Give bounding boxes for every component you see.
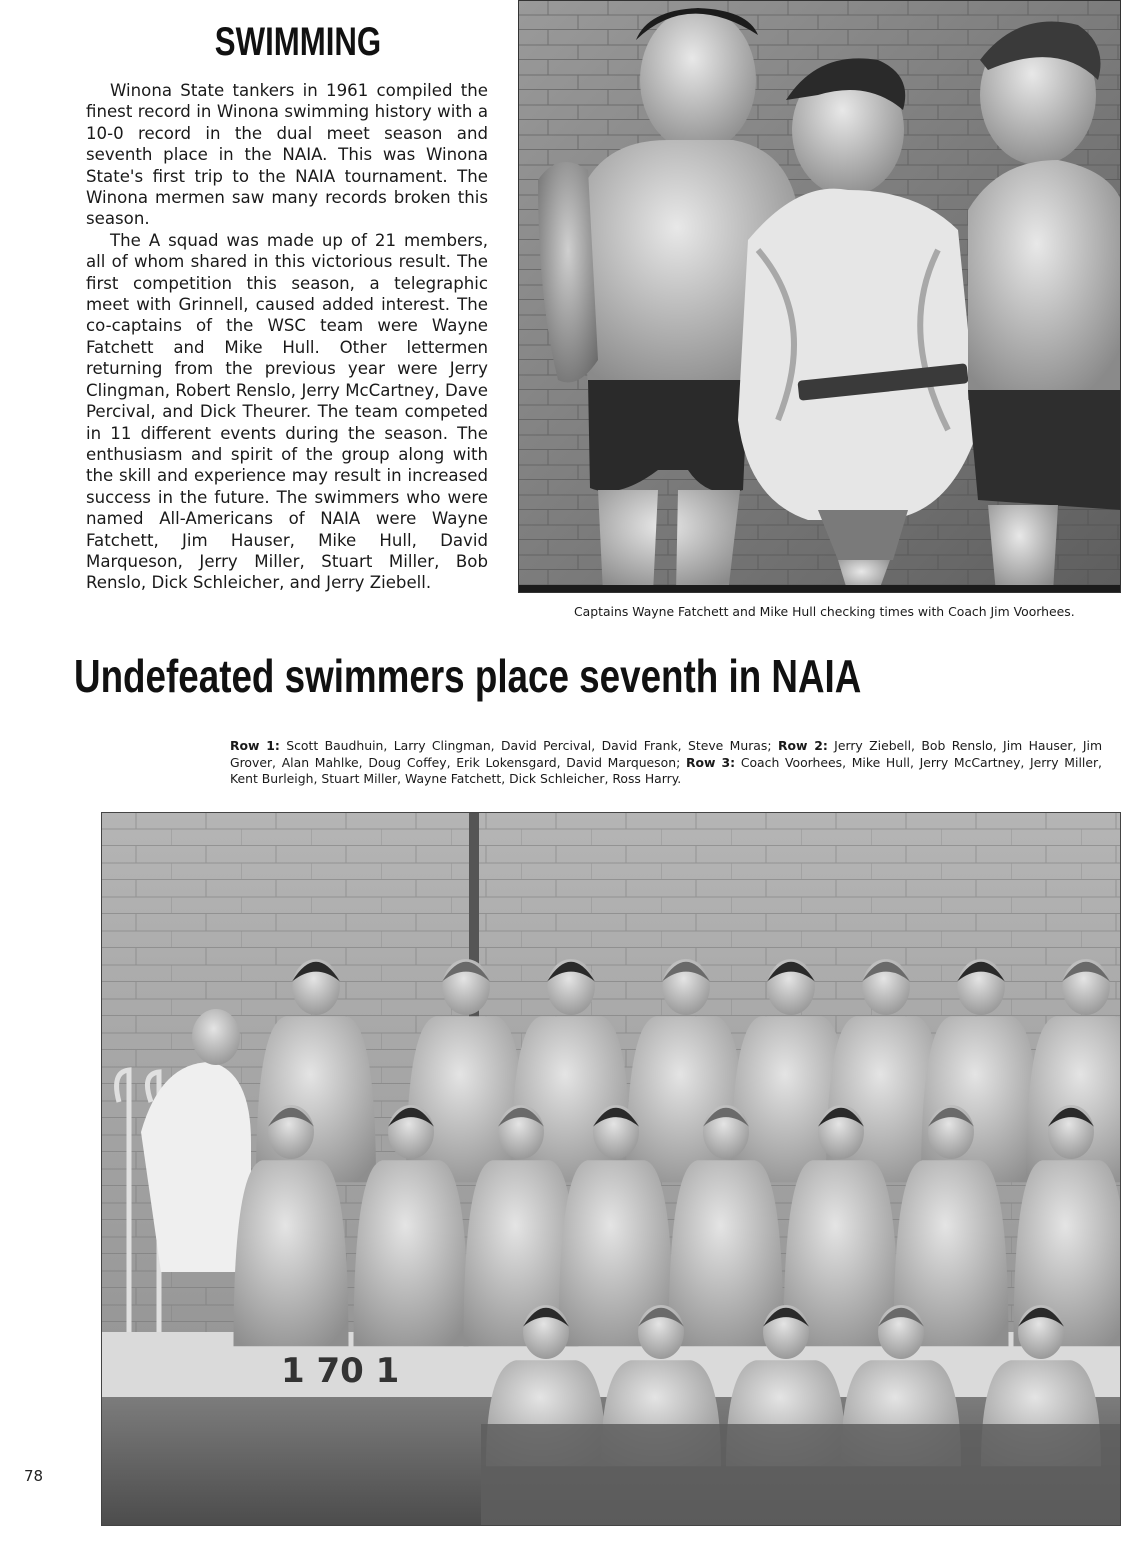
captains-photo [518, 0, 1121, 593]
pool-water [481, 1424, 1121, 1526]
section-title: SWIMMING [214, 20, 382, 64]
row-names: Coach Voorhees, Mike Hull, Jerry McCartney, Jerry Miller, Kent Burleigh, Stuart Miller, Wayne Fatchett, Dick Schleicher, Ross Harry. [230, 754, 1102, 786]
captains-photo-image [518, 0, 1121, 593]
article-paragraph: Winona State tankers in 1961 compiled the finest record in Winona swimming history with a 10-0 record in the dual meet season and seventh place in the NAIA. This was Winona State's first trip to the NAIA tournament. The Winona mermen saw many records broken this season. [86, 81, 488, 229]
team-photo-image [101, 812, 1121, 1526]
row-names: Scott Baudhuin, Larry Clingman, David Percival, David Frank, Steve Muras; [286, 738, 772, 753]
row-names: Jerry Ziebell, Bob Renslo, Jim Hauser, Jim Grover, Alan Mahlke, Doug Coffey, Erik Lokensgard, David Marqueson; [230, 738, 1103, 770]
pool-marker: 1 70 1 [281, 1351, 400, 1391]
team-photo [101, 812, 1121, 1526]
row-label: Row 1: [230, 738, 280, 753]
article-paragraph: The A squad was made up of 21 members, all of whom shared in this victorious result. The first competition this season, a telegraphic meet with Grinnell, caused added interest. The co-captains of the WSC team were Wayne Fatchett and Mike Hull. Other lettermen returning from the previous year were Jerry Clingman, Robert Renslo, Jerry McCartney, Dave Percival, and Dick Theurer. The team competed in 11 different events during the season. The enthusiasm and spirit of the group along with the skill and experience may result in increased success in the future. The swimmers who were named All-Americans of NAIA were Wayne Fatchett, Jim Hauser, Mike Hull, David Marqueson, Jerry Miller, Stuart Miller, Bob Renslo, Dick Schleicher, and Jerry Ziebell. [86, 230, 488, 593]
row-label: Row 3: [685, 754, 736, 770]
headline: Undefeated swimmers place seventh in NAIA [74, 650, 862, 702]
team-photo-caption [230, 738, 1102, 788]
row-label: Row 2: [777, 738, 828, 753]
page-number: 78 [24, 1467, 44, 1485]
article-body [86, 80, 488, 594]
captains-photo-caption: Captains Wayne Fatchett and Mike Hull checking times with Coach Jim Voorhees. [574, 604, 1075, 619]
